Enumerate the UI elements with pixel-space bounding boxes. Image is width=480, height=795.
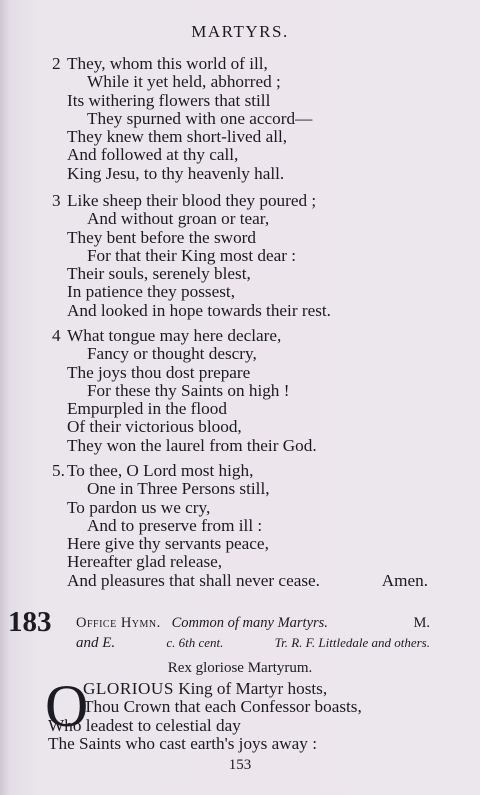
verse-line: They bent before the sword	[67, 227, 256, 247]
verse-line: To thee, O Lord most high,	[67, 461, 254, 480]
verse-line: And without groan or tear,	[87, 209, 270, 229]
drop-cap: O	[45, 673, 89, 739]
verse-5	[52, 462, 320, 590]
use-m: M.	[413, 615, 430, 631]
verse-line: They won the laurel from their God.	[67, 435, 317, 455]
verse-2	[52, 55, 312, 183]
occasion: Common of many Martyrs.	[171, 615, 328, 631]
hymn-line: Who leadest to celestial day	[48, 715, 241, 735]
first-word: GLORIOUS	[83, 679, 174, 698]
first-line: King of Martyr hosts,	[173, 679, 328, 698]
verse-line: The joys thou dost prepare	[67, 362, 251, 382]
use-e: and E.	[76, 635, 116, 651]
verse-line: What tongue may here declare,	[67, 326, 282, 345]
verse-number: 5.	[52, 461, 65, 480]
translator: Tr. R. F. Littledale and others.	[274, 635, 430, 650]
verse-line: King Jesu, to thy heavenly hall.	[67, 163, 285, 183]
hymn-line: Thou Crown that each Confessor boasts,	[83, 697, 362, 717]
verse-line: Hereafter glad release,	[67, 552, 223, 572]
verse-line: One in Three Persons still,	[87, 479, 270, 499]
hymn-info	[76, 613, 430, 653]
verse-number: 2	[52, 54, 61, 73]
verse-4	[52, 327, 317, 455]
verse-line: Fancy or thought descry,	[87, 344, 257, 364]
verse-line: Like sheep their blood they poured ;	[67, 191, 317, 210]
verse-line: For that their King most dear :	[87, 245, 297, 265]
verse-line: Of their victorious blood,	[67, 417, 242, 437]
verse-line: Here give thy servants peace,	[67, 534, 269, 554]
verse-number: 4	[52, 326, 61, 345]
amen: Amen.	[381, 571, 428, 590]
verse-line: And pleasures that shall never cease.	[67, 570, 320, 590]
verse-3	[52, 192, 331, 320]
page-header: MARTYRS.	[191, 22, 289, 41]
verse-number: 3	[52, 191, 61, 210]
verse-line: They, whom this world of ill,	[67, 54, 268, 73]
verse-line: And looked in hope towards their rest.	[67, 300, 331, 320]
verse-line: To pardon us we cry,	[67, 497, 211, 517]
verse-line: They knew them short-lived all,	[67, 127, 288, 147]
office-hymn-label: Office Hymn.	[76, 615, 161, 631]
source: c. 6th cent.	[166, 635, 224, 650]
latin-title: Rex gloriose Martyrum.	[167, 660, 313, 676]
hymn-number: 183	[8, 606, 52, 638]
verse-line: And to preserve from ill :	[87, 515, 263, 535]
verse-line: And followed at thy call,	[67, 145, 239, 165]
page-number: 153	[228, 757, 252, 773]
hymn-line: The Saints who cast earth's joys away :	[48, 733, 317, 753]
hymn-stanza	[48, 680, 362, 753]
verse-line: Empurpled in the flood	[67, 399, 227, 419]
verse-line: In patience they possest,	[67, 282, 236, 302]
verse-line: For these thy Saints on high !	[87, 380, 290, 400]
verse-line: Its withering flowers that still	[67, 90, 271, 110]
verse-line: While it yet held, abhorred ;	[87, 72, 281, 92]
verse-line: Their souls, serenely blest,	[67, 264, 251, 284]
verse-line: They spurned with one accord—	[87, 108, 313, 128]
